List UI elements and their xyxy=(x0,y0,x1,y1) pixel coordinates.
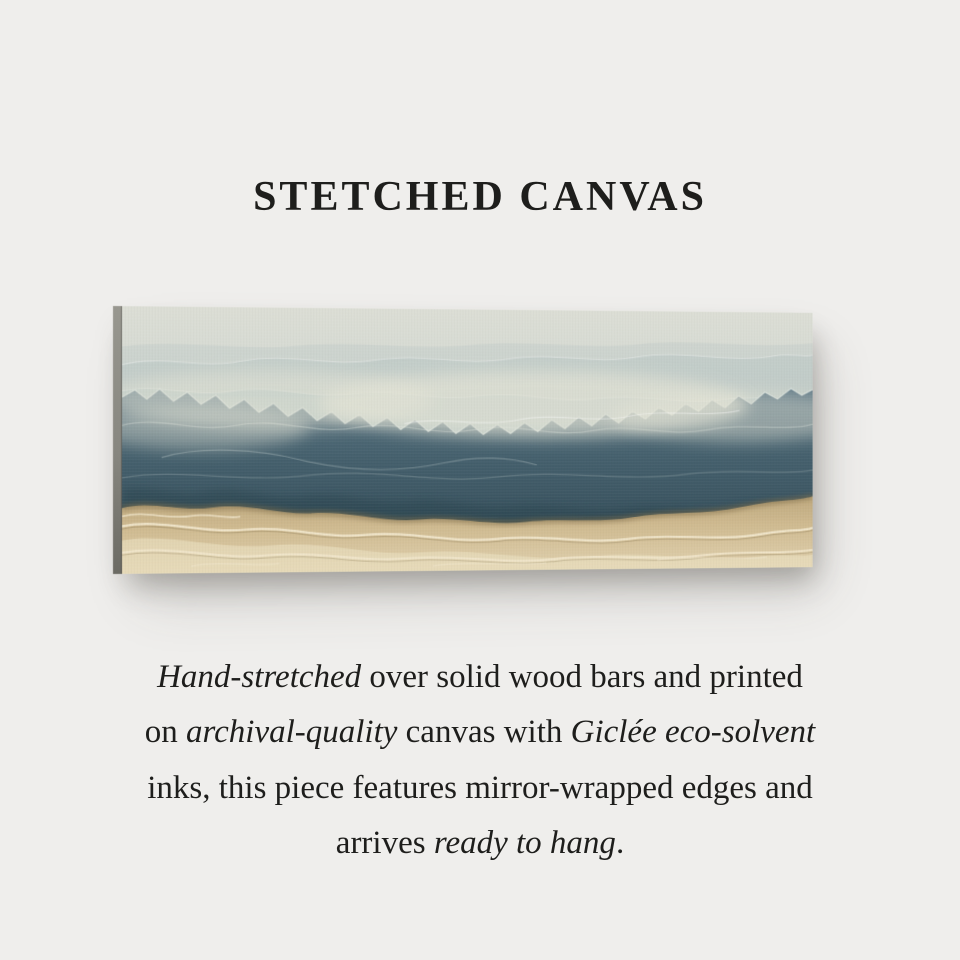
description-line-4 xyxy=(0,816,960,871)
abstract-landscape-artwork xyxy=(122,306,813,574)
product-description xyxy=(0,650,960,872)
description-text: . xyxy=(615,825,625,862)
page-title: STETCHED CANVAS xyxy=(253,174,707,220)
description-text: inks, this piece features mirror-wrapped edges and xyxy=(147,769,813,806)
canvas-side-edge xyxy=(113,306,122,574)
description-text: on xyxy=(144,714,187,751)
description-italic: archival-quality xyxy=(186,714,398,751)
description-italic: Hand-stretched xyxy=(157,659,362,695)
description-line-1 xyxy=(0,650,960,705)
description-text: canvas with xyxy=(397,714,571,751)
description-line-3 xyxy=(0,761,960,816)
description-italic: Giclée eco-solvent xyxy=(570,714,816,751)
description-text: arrives xyxy=(335,825,434,862)
canvas-front-face xyxy=(122,306,813,574)
description-italic: ready to hang xyxy=(433,825,616,862)
description-line-2 xyxy=(0,705,960,760)
description-text: over solid wood bars and printed xyxy=(361,659,803,695)
canvas-print-image xyxy=(113,306,813,574)
